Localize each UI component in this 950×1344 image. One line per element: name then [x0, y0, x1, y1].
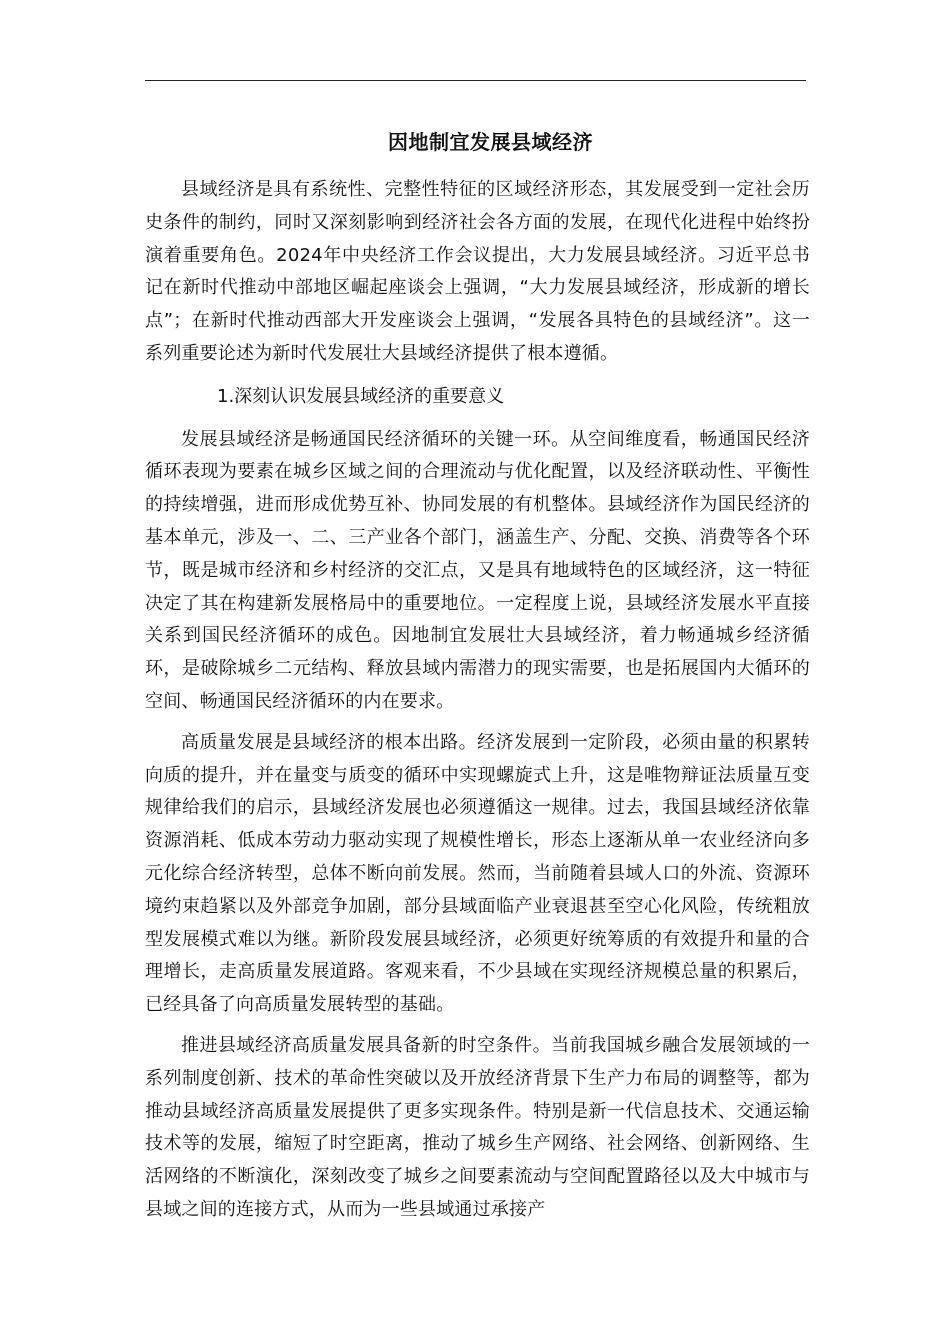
document-title: 因地制宜发展县域经济 — [388, 130, 593, 154]
header-rule — [145, 80, 806, 81]
body-paragraph-2: 高质量发展是县域经济的根本出路。经济发展到一定阶段，必须由量的积累转向质的提升，并在量变与质变的循环中实现螺旋式上升，这是唯物辩证法质量互变规律给我们的启示，县域经济发展也必须遵循这一规律。过去，我国县域经济依靠资源消耗、低成本劳动力驱动实现了规模性增长，形态上逐渐从单一农业经济向多元化综合经济转型，总体不断向前发展。然而，当前随着县域人口的外流、资源环境约束趋紧以及外部竞争加剧，部分县域面临产业衰退甚至空心化风险，传统粗放型发展模式难以为继。新阶段发展县域经济，必须更好统筹质的有效提升和量的合理增长，走高质量发展道路。客观来看，不少县域在实现经济规模总量的积累后，已经具备了向高质量发展转型的基础。 — [145, 731, 810, 1016]
document-body — [145, 174, 810, 1227]
body-paragraph-3: 推进县域经济高质量发展具备新的时空条件。当前我国城乡融合发展领域的一系列制度创新、技术的革命性突破以及开放经济背景下生产力布局的调整等，都为推动县域经济高质量发展提供了更多实现条件。特别是新一代信息技术、交通运输技术等的发展，缩短了时空距离，推动了城乡生产网络、社会网络、创新网络、生活网络的不断演化，深刻改变了城乡之间要素流动与空间配置路径以及大中城市与县域之间的连接方式，从而为一些县域通过承接产 — [145, 1034, 810, 1220]
paragraph-gap — [145, 719, 810, 727]
paragraph-gap — [145, 1022, 810, 1030]
section-heading: 1.深刻认识发展县域经济的重要意义 — [217, 385, 505, 407]
body-paragraph-1: 发展县域经济是畅通国民经济循环的关键一环。从空间维度看，畅通国民经济循环表现为要素在城乡区域之间的合理流动与优化配置，以及经济联动性、平衡性的持续增强，进而形成优势互补、协同发展的有机整体。县域经济作为国民经济的基本单元，涉及一、二、三产业各个部门，涵盖生产、分配、交换、消费等各个环节，既是城市经济和乡村经济的交汇点，又是具有地域特色的区域经济，这一特征决定了其在构建新发展格局中的重要地位。一定程度上说，县域经济发展水平直接关系到国民经济循环的成色。因地制宜发展壮大县域经济，着力畅通城乡经济循环，是破除城乡二元结构、释放县域内需潜力的现实需要，也是拓展国内大循环的空间、畅通国民经济循环的内在要求。 — [145, 428, 810, 712]
intro-paragraph: 县域经济是具有系统性、完整性特征的区域经济形态，其发展受到一定社会历史条件的制约，同时又深刻影响到经济社会各方面的发展，在现代化进程中始终扮演着重要角色。2024年中央经济工作会议提出，大力发展县域经济。习近平总书记在新时代推动中部地区崛起座谈会上强调，“大力发展县域经济，形成新的增长点”；在新时代推动西部大开发座谈会上强调，“发展各具特色的县域经济”。这一系列重要论述为新时代发展壮大县域经济提供了根本遵循。 — [145, 179, 810, 364]
